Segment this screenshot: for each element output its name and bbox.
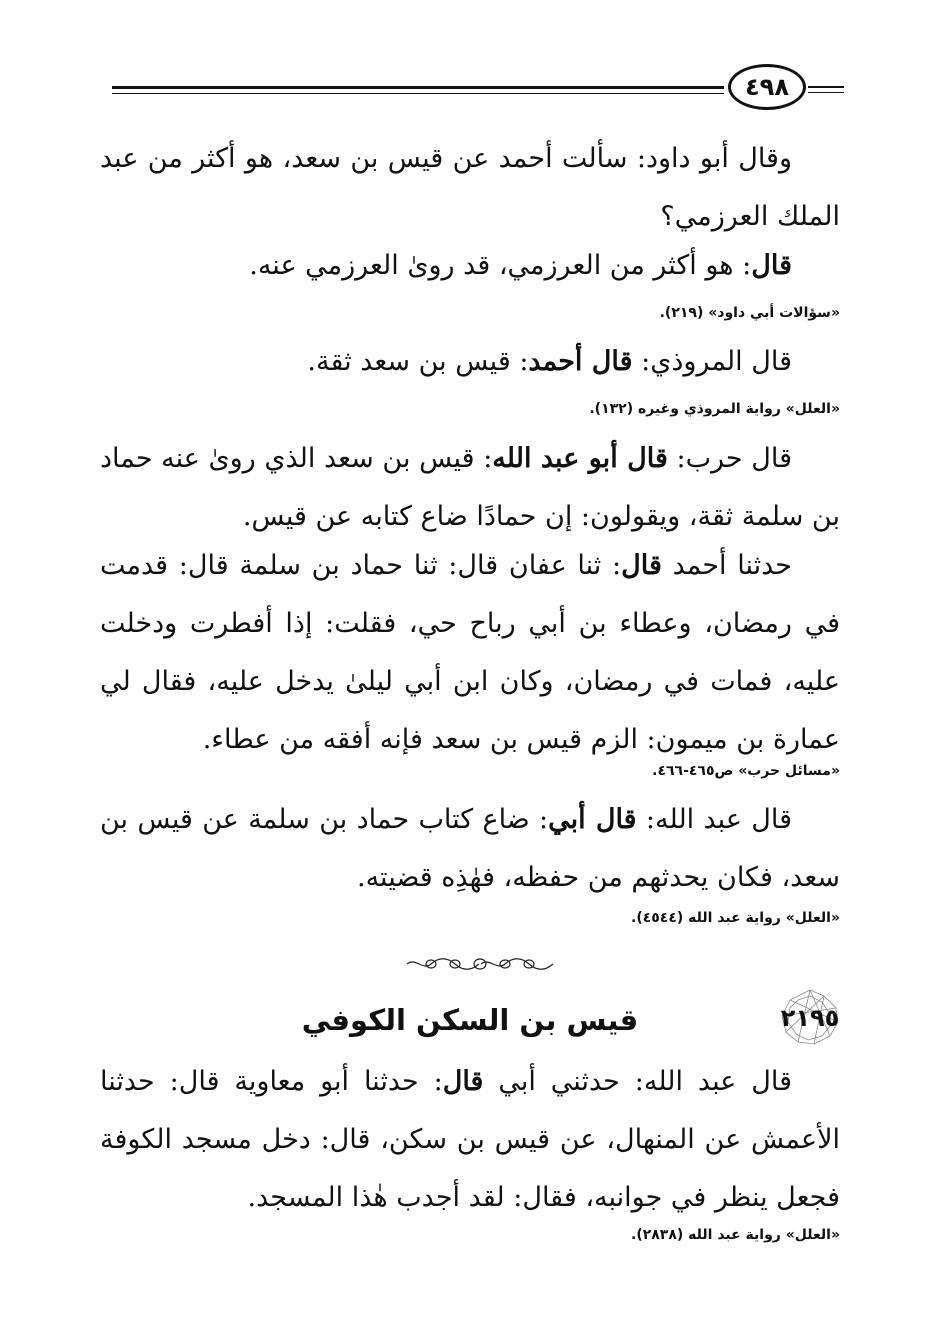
paragraph-prefix: قال عبد الله: [636, 804, 793, 835]
paragraph-hammad [100, 537, 840, 769]
header-rule [112, 84, 724, 100]
paragraph-harb [100, 430, 840, 546]
paragraph-text: : ثنا عفان قال: ثنا حماد بن سلمة قال: قدمت في رمضان، وعطاء بن أبي رباح حي، فقلت: إذا أفطرت ودخلت عليه، فمات في رمضان، وكان ابن أبي ليلىٰ يدخل عليه، فقال لي عمارة بن ميمون: الزم قيس بن سعد فإنه أفقه من عطاء. [100, 550, 840, 755]
paragraph-text: وقال أبو داود: سألت أحمد عن قيس بن سعد، هو أكثر من عبد الملك العرزمي؟ [100, 143, 840, 232]
paragraph-prefix: قال عبد الله: حدثني أبي [483, 1066, 792, 1097]
reference-note: «العلل» رواية عبد الله (٤٥٤٤). [631, 910, 840, 926]
bold-lead: قال [751, 250, 792, 281]
paragraph-abu-dawud [100, 130, 840, 246]
bold-lead: قال أحمد [528, 346, 633, 377]
paragraph-abdullah [100, 791, 840, 907]
divider-ornament-icon [405, 955, 555, 973]
paragraph-prefix: قال المروذي: [632, 346, 792, 377]
bold-lead: قال أبو عبد الله [492, 443, 668, 474]
paragraph-text: : ضاع كتاب حماد بن سلمة عن قيس بن سعد، فكان يحدثهم من حفظه، فهٰذِه قضيته. [100, 804, 840, 893]
paragraph-entry-body [100, 1053, 840, 1227]
entry-number: ٢١٩٥ [780, 1004, 840, 1032]
paragraph-marwazi [100, 333, 840, 391]
header-rule-tail [808, 86, 844, 96]
reference-note: «سؤالات أبي داود» (٢١٩). [659, 305, 840, 321]
reference-note: «العلل» رواية المروذي وغيره (١٣٢). [589, 401, 840, 417]
bold-lead: قال [621, 550, 662, 581]
paragraph-prefix: قال حرب: [667, 443, 792, 474]
reference-note: «العلل» رواية عبد الله (٢٨٣٨). [631, 1227, 840, 1243]
paragraph-text: : قيس بن سعد ثقة. [307, 346, 529, 377]
paragraph-text: : حدثنا أبو معاوية قال: حدثنا الأعمش عن المنهال، عن قيس بن سكن، قال: دخل مسجد الكوفة فجعل ينظر في جوانبه، فقال: لقد أجدب هٰذا المسجد. [100, 1066, 841, 1213]
paragraph-text: : هو أكثر من العرزمي، قد روىٰ العرزمي عنه. [249, 250, 752, 281]
paragraph-answer [100, 237, 840, 295]
entry-title: قيس بن السكن الكوفي [301, 1003, 639, 1037]
paragraph-text: : قيس بن سعد الذي روىٰ عنه حماد بن سلمة ثقة، ويقولون: إن حمادًا ضاع كتابه عن قيس. [100, 443, 840, 532]
page-number: ٤٩٨ [728, 64, 806, 110]
bold-lead: قال أبي [548, 804, 637, 835]
bold-lead: قال [442, 1066, 484, 1097]
reference-note: «مسائل حرب» ص٤٦٥-٤٦٦. [652, 763, 840, 779]
paragraph-prefix: حدثنا أحمد [661, 550, 793, 581]
